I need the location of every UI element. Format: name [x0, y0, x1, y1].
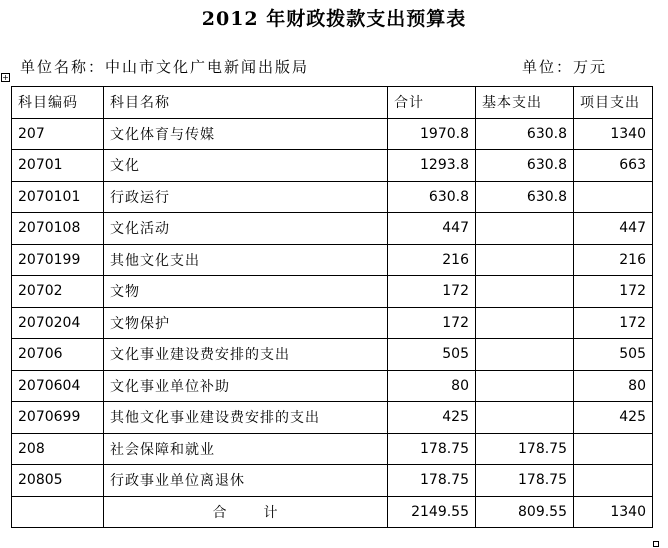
document-title: 2012 年财政拨款支出预算表: [201, 8, 467, 30]
table-move-handle-icon[interactable]: +: [2, 73, 9, 82]
table-row: [12, 339, 653, 371]
total-basic-cell: 809.55: [476, 496, 574, 528]
row-project-cell: 1340: [574, 118, 653, 150]
row-name-cell: 行政事业单位离退休: [104, 465, 388, 497]
row-total-cell: 216: [388, 244, 476, 276]
total-row: [12, 496, 653, 528]
row-basic-cell: 630.8: [476, 118, 574, 150]
header-basic: 基本支出: [476, 87, 574, 119]
row-total-cell: 178.75: [388, 433, 476, 465]
total-label-part-b: 计: [263, 504, 279, 521]
row-total-cell: 425: [388, 402, 476, 434]
row-code-cell: 20706: [12, 339, 104, 371]
row-total-cell: 172: [388, 307, 476, 339]
row-basic-cell: [476, 244, 574, 276]
row-project-cell: [574, 181, 653, 213]
table-row: [12, 433, 653, 465]
row-code-cell: 2070604: [12, 370, 104, 402]
row-project-cell: 172: [574, 276, 653, 308]
row-code-cell: 2070204: [12, 307, 104, 339]
table-header-row: [12, 87, 653, 119]
row-code-cell: 20805: [12, 465, 104, 497]
row-basic-cell: 178.75: [476, 465, 574, 497]
row-total-cell: 178.75: [388, 465, 476, 497]
row-project-cell: 172: [574, 307, 653, 339]
table-row: [12, 244, 653, 276]
header-code: 科目编码: [12, 87, 104, 119]
row-code-cell: 207: [12, 118, 104, 150]
row-total-cell: 1293.8: [388, 150, 476, 182]
row-project-cell: [574, 465, 653, 497]
row-name-cell: 文化体育与传媒: [104, 118, 388, 150]
row-project-cell: [574, 433, 653, 465]
row-total-cell: 1970.8: [388, 118, 476, 150]
row-basic-cell: 630.8: [476, 150, 574, 182]
row-project-cell: 80: [574, 370, 653, 402]
total-project-cell: 1340: [574, 496, 653, 528]
row-code-cell: 2070108: [12, 213, 104, 245]
row-name-cell: 行政运行: [104, 181, 388, 213]
table-row: [12, 370, 653, 402]
row-total-cell: 505: [388, 339, 476, 371]
row-total-cell: 80: [388, 370, 476, 402]
table-row: [12, 150, 653, 182]
total-label-part-a: 合: [212, 504, 228, 521]
table-row: [12, 402, 653, 434]
header-total: 合计: [388, 87, 476, 119]
total-label-cell: [104, 496, 388, 528]
row-name-cell: 文化活动: [104, 213, 388, 245]
row-name-cell: 其他文化事业建设费安排的支出: [104, 402, 388, 434]
table-row: [12, 276, 653, 308]
row-name-cell: 文化事业单位补助: [104, 370, 388, 402]
table-row: [12, 181, 653, 213]
row-basic-cell: [476, 339, 574, 371]
row-code-cell: 2070101: [12, 181, 104, 213]
row-total-cell: 447: [388, 213, 476, 245]
budget-table: [11, 86, 653, 528]
row-name-cell: 文化: [104, 150, 388, 182]
row-project-cell: 425: [574, 402, 653, 434]
row-code-cell: 208: [12, 433, 104, 465]
row-basic-cell: [476, 402, 574, 434]
table-resize-handle-icon[interactable]: [653, 541, 659, 547]
table-row: [12, 118, 653, 150]
row-basic-cell: 630.8: [476, 181, 574, 213]
row-project-cell: 216: [574, 244, 653, 276]
row-project-cell: 505: [574, 339, 653, 371]
row-name-cell: 文物保护: [104, 307, 388, 339]
row-name-cell: 文物: [104, 276, 388, 308]
row-basic-cell: [476, 276, 574, 308]
row-name-cell: 其他文化支出: [104, 244, 388, 276]
row-name-cell: 文化事业建设费安排的支出: [104, 339, 388, 371]
currency-unit-label: 单位：万元: [522, 58, 608, 76]
row-basic-cell: [476, 213, 574, 245]
row-code-cell: 2070199: [12, 244, 104, 276]
total-code-cell: [12, 496, 104, 528]
total-sum-cell: 2149.55: [388, 496, 476, 528]
row-project-cell: 663: [574, 150, 653, 182]
unit-name-label: 单位名称：中山市文化广电新闻出版局: [20, 58, 310, 76]
row-code-cell: 20702: [12, 276, 104, 308]
row-basic-cell: 178.75: [476, 433, 574, 465]
row-basic-cell: [476, 370, 574, 402]
row-total-cell: 172: [388, 276, 476, 308]
table-row: [12, 307, 653, 339]
table-row: [12, 213, 653, 245]
table-row: [12, 465, 653, 497]
row-total-cell: 630.8: [388, 181, 476, 213]
row-project-cell: 447: [574, 213, 653, 245]
header-name: 科目名称: [104, 87, 388, 119]
row-basic-cell: [476, 307, 574, 339]
row-code-cell: 2070699: [12, 402, 104, 434]
row-code-cell: 20701: [12, 150, 104, 182]
row-name-cell: 社会保障和就业: [104, 433, 388, 465]
header-project: 项目支出: [574, 87, 653, 119]
